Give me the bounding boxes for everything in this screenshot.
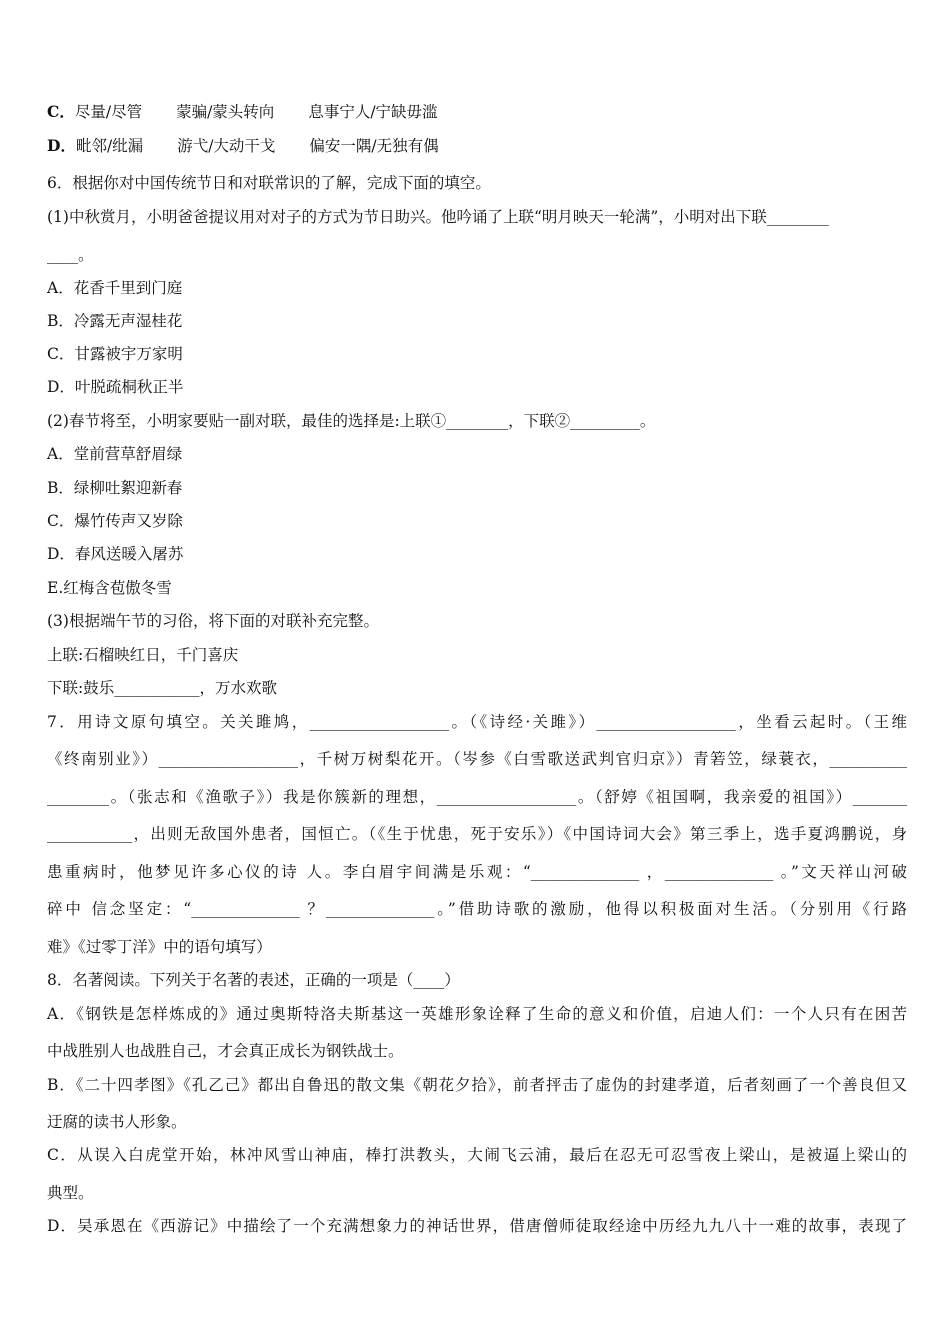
option-text: 尽量/尽管 [74,103,143,121]
question-6-part1-stem: (1)中秋赏月，小明爸爸提议用对对子的方式为节日助兴。他吟诵了上联“明月映天一轮满”，小明对出下联________ [47,208,829,226]
q8-option-b: B．《二十四孝图》《孔乙己》都出自鲁迅的散文集《朝花夕拾》，前者抨击了虚伪的封建孝道，后者刻画了一个善良但又 [47,1076,907,1094]
q6-p2-option-b: B．绿柳吐絮迎新春 [47,479,183,497]
question-7-line: ___________，出则无敌国外患者，国恒亡。（《生于忧患，死于安乐》）《中国诗词大会》第三季上，选手夏鸿鹏说，身 [47,825,907,843]
option-d-row [47,136,907,156]
q6-p2-option-e: E.红梅含苞傲冬雪 [47,579,172,597]
q6-p1-option-a: A．花香千里到门庭 [47,279,183,297]
question-7-line: 难》《过零丁洋》中的语句填写） [47,938,272,956]
question-8-title: 8．名著阅读。下列关于名著的表述，正确的一项是（____） [47,971,460,989]
q8-option-c: C．从误入白虎堂开始，林冲风雪山神庙，棒打洪教头，大闹飞云浦，最后在忍无可忍雪夜上梁山，是被逼上梁山的 [47,1146,907,1164]
option-label: D． [47,136,76,155]
q8-option-b-cont: 迂腐的读书人形象。 [47,1113,187,1131]
question-7-line: 《终南别业》）__________________，千树万树梨花开。（岑参《白雪歌送武判官归京》）青箬笠，绿蓑衣，__________ [47,750,907,768]
q6-p1-option-c: C．甘露被宇万家明 [47,345,183,363]
question-7-line: 患重病时，他梦见许多心仪的诗 人。李白眉宇间满是乐观：“______________ ，______________ 。”文天祥山河破 [47,863,907,881]
question-7-line: 碎中 信念坚定：“______________ ？______________。”借助诗歌的激励，他得以积极面对生活。（分别用《行路 [47,900,907,918]
option-text: 毗邻/纰漏 [75,137,144,155]
option-text: 游弋/大动干戈 [177,137,276,155]
q8-option-a-cont: 中战胜别人也战胜自己，才会真正成长为钢铁战士。 [47,1042,404,1060]
option-label: C． [47,102,75,121]
option-c-row [47,102,907,122]
question-7-line: ________。（张志和《渔歌子》）我是你簇新的理想，__________________。（舒婷《祖国啊，我亲爱的祖国》）_______ [47,788,907,806]
q6-p2-option-d: D．春风送暖入屠苏 [47,545,184,563]
question-7-line: 7．用诗文原句填空。关关雎鸠，__________________。（《诗经·关雎》）__________________，坐看云起时。（王维 [47,713,907,731]
q8-option-d: D．吴承恩在《西游记》中描绘了一个充满想象力的神话世界，借唐僧师徒取经途中历经九九八十一难的故事，表现了 [47,1217,907,1235]
question-6-title: 6．根据你对中国传统节日和对联常识的了解，完成下面的填空。 [47,174,491,192]
option-text: 息事宁人/宁缺毋滥 [308,103,438,121]
q8-option-a: A．《钢铁是怎样炼成的》通过奥斯特洛夫斯基这一英雄形象诠释了生命的意义和价值，启迪人们：一个人只有在困苦 [47,1005,907,1023]
option-text: 蒙骗/蒙头转向 [176,103,275,121]
q6-p2-option-c: C．爆竹传声又岁除 [47,512,183,530]
q6-p3-upper-couplet: 上联:石榴映红日，千门喜庆 [47,646,239,664]
option-text: 偏安一隅/无独有偶 [309,137,439,155]
question-6-part1-stem-cont: ____。 [47,246,94,264]
q6-p3-lower-couplet: 下联:鼓乐___________，万水欢歌 [47,679,277,697]
question-6-part2-stem: (2)春节将至，小明家要贴一副对联，最佳的选择是:上联①________，下联②_________。 [47,412,656,430]
q6-p2-option-a: A．堂前营草舒眉绿 [47,445,183,463]
q6-p1-option-b: B．冷露无声湿桂花 [47,312,183,330]
question-6-part3-stem: (3)根据端午节的习俗，将下面的对联补充完整。 [47,612,379,630]
q6-p1-option-d: D．叶脱疏桐秋正半 [47,378,184,396]
q8-option-c-cont: 典型。 [47,1184,94,1202]
